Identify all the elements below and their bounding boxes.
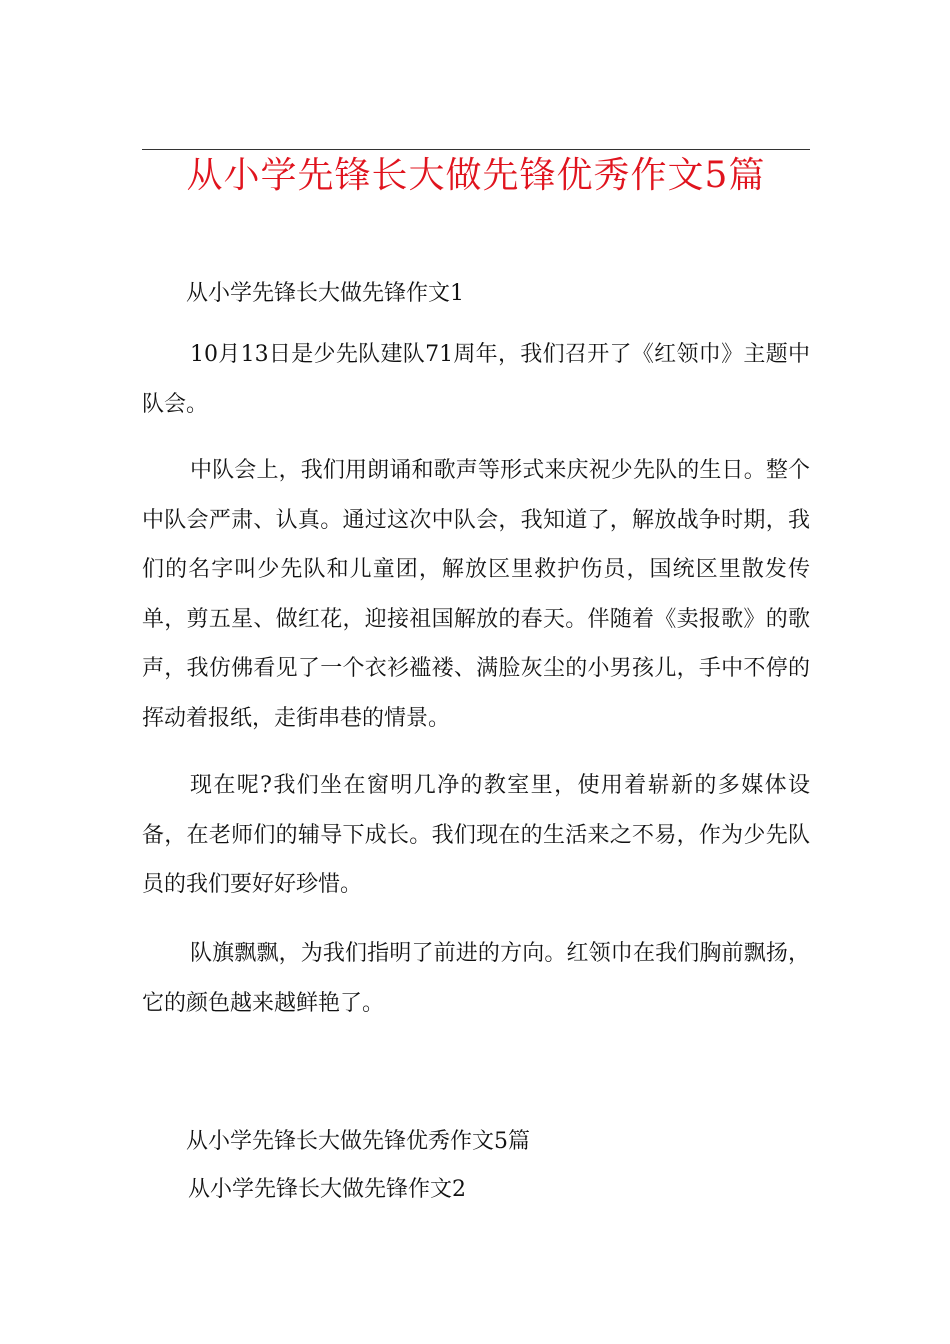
repeated-title: 从小学先锋长大做先锋优秀作文5篇 <box>186 1129 530 1154</box>
essay-2-heading: 从小学先锋长大做先锋作文2 <box>188 1177 466 1202</box>
header-rule <box>142 149 810 150</box>
paragraph-1: 10月13日是少先队建队71周年，我们召开了《红领巾》主题中队会。 <box>142 342 810 417</box>
paragraph-2: 中队会上，我们用朗诵和歌声等形式来庆祝少先队的生日。整个中队会严肃、认真。通过这次中队会，我知道了，解放战争时期，我们的名字叫少先队和儿童团，解放区里救护伤员，国统区里散发传单，剪五星、做红花，迎接祖国解放的春天。伴随着《卖报歌》的歌声，我仿佛看见了一个衣衫褴褛、满脸灰尘的小男孩儿，手中不停的挥动着报纸，走街串巷的情景。 <box>142 458 810 731</box>
document-title: 从小学先锋长大做先锋优秀作文5篇 <box>186 155 766 196</box>
paragraph-4: 队旗飘飘，为我们指明了前进的方向。红领巾在我们胸前飘扬，它的颜色越来越鲜艳了。 <box>142 941 810 1016</box>
paragraph-3: 现在呢?我们坐在窗明几净的教室里，使用着崭新的多媒体设备，在老师们的辅导下成长。我们现在的生活来之不易，作为少先队员的我们要好好珍惜。 <box>142 773 810 897</box>
essay-1-heading: 从小学先锋长大做先锋作文1 <box>186 281 464 306</box>
